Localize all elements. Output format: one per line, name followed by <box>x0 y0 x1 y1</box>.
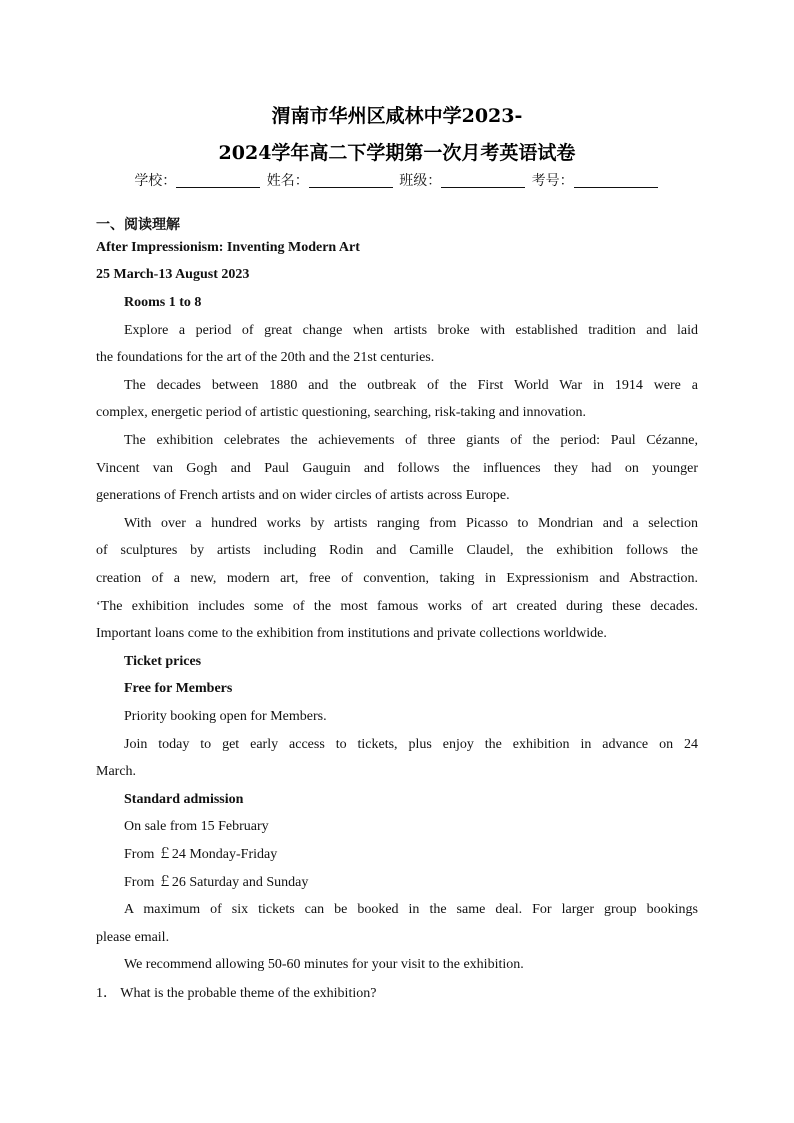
priority-booking-text: Priority booking open for Members. <box>124 709 327 724</box>
paragraph-line: complex, energetic period of artistic questioning, searching, risk-taking and innovation. <box>96 405 586 420</box>
school-label: 学校： <box>134 173 177 189</box>
question-1: 1． What is the probable theme of the exhibition? <box>96 986 377 1001</box>
exam-title-line-2: 2024学年高二下学期第一次月考英语试卷 <box>218 142 576 164</box>
paragraph-line: generations of French artists and on wider circles of artists across Europe. <box>96 488 510 503</box>
max-tickets-line-1: A maximum of six tickets can be booked in the same deal. For larger group bookings <box>124 902 698 917</box>
section-heading: 一、阅读理解 <box>96 217 180 233</box>
paragraph-line: the foundations for the art of the 20th and the 21st centuries. <box>96 350 435 365</box>
passage-title: After Impressionism: Inventing Modern Art <box>96 240 360 255</box>
exam-title-line-1: 渭南市华州区咸林中学2023- <box>271 105 523 127</box>
max-tickets-line-2: please email. <box>96 930 170 945</box>
paragraph-line: With over a hundred works by artists ranging from Picasso to Mondrian and a selection <box>124 516 698 531</box>
class-label: 班级： <box>399 173 442 189</box>
free-members-heading: Free for Members <box>124 681 233 696</box>
weekday-price: From ￡24 Monday-Friday <box>124 847 278 862</box>
paragraph-line: of sculptures by artists including Rodin and Camille Claudel, the exhibition follows the <box>96 543 698 558</box>
paragraph-line: The exhibition celebrates the achievements of three giants of the period: Paul Cézanne, <box>124 433 698 448</box>
exam-number-label: 考号： <box>531 173 574 189</box>
paragraph-line: creation of a new, modern art, free of convention, taking in Expressionism and Abstraction. <box>96 571 698 586</box>
ticket-prices-heading: Ticket prices <box>124 654 202 669</box>
paragraph-line: Explore a period of great change when artists broke with established tradition and laid <box>124 323 698 338</box>
standard-admission-heading: Standard admission <box>124 792 244 807</box>
join-text-line-1: Join today to get early access to tickets, plus enjoy the exhibition in advance on 24 <box>124 737 698 752</box>
name-label: 姓名： <box>266 173 309 189</box>
exam-number-blank[interactable] <box>574 173 658 188</box>
paragraph-line: ‘The exhibition includes some of the most famous works of art created during these decades. <box>96 599 698 614</box>
paragraph-line: Important loans come to the exhibition from institutions and private collections worldwide. <box>96 626 607 641</box>
name-blank[interactable] <box>309 173 393 188</box>
recommendation-text: We recommend allowing 50-60 minutes for your visit to the exhibition. <box>124 957 524 972</box>
weekend-price: From ￡26 Saturday and Sunday <box>124 875 309 890</box>
rooms-label: Rooms 1 to 8 <box>124 295 202 310</box>
join-text-line-2: March. <box>96 764 137 779</box>
paragraph-line: Vincent van Gogh and Paul Gauguin and follows the influences they had on younger <box>96 461 698 476</box>
class-blank[interactable] <box>441 173 525 188</box>
student-info-row <box>0 170 794 190</box>
paragraph-line: The decades between 1880 and the outbreak of the First World War in 1914 were a <box>124 378 698 393</box>
on-sale-text: On sale from 15 February <box>124 819 269 834</box>
exhibition-dates: 25 March-13 August 2023 <box>96 267 250 282</box>
school-blank[interactable] <box>176 173 260 188</box>
